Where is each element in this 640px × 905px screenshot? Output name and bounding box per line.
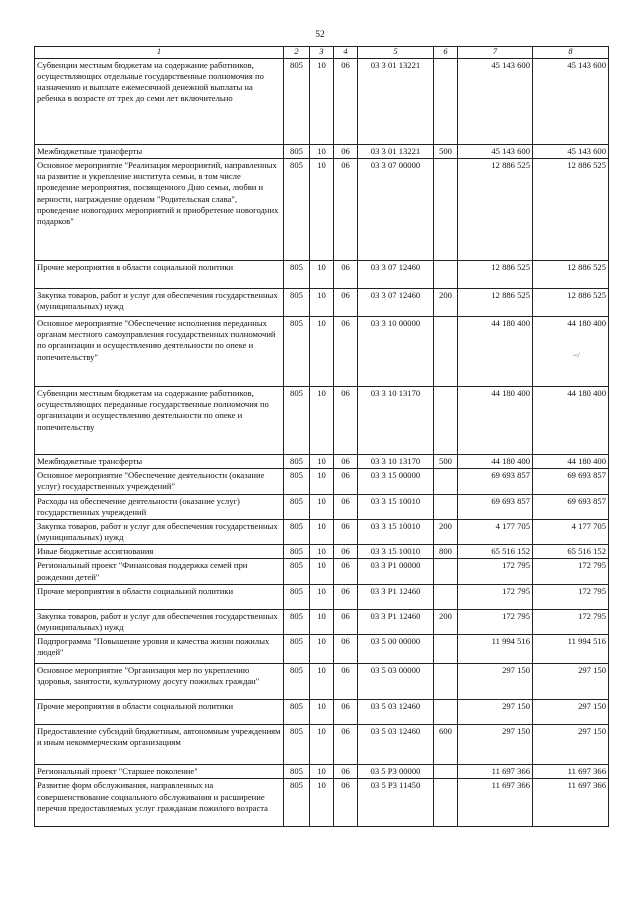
row-name: Расходы на обеспечение деятельности (оказание услуг) государственных учреждений bbox=[35, 494, 284, 519]
table-row bbox=[35, 635, 609, 664]
row-section: 10 bbox=[310, 779, 334, 827]
row-target-item: 03 3 P1 12460 bbox=[358, 584, 434, 609]
row-target-item: 03 5 P3 11450 bbox=[358, 779, 434, 827]
row-name: Подпрограмма "Повышение уровня и качества жизни пожилых людей" bbox=[35, 635, 284, 664]
row-grbs: 805 bbox=[284, 387, 310, 455]
row-name: Основное мероприятие "Обеспечение исполнения переданных органам местного самоуправления государственных полномочий по организации и осуществлению деятельности по опеке и попечительству" bbox=[35, 317, 284, 387]
row-expense-type: 200 bbox=[434, 609, 458, 634]
row-amount-2: 65 516 152 bbox=[533, 545, 609, 559]
row-expense-type bbox=[434, 261, 458, 289]
row-section: 10 bbox=[310, 494, 334, 519]
row-expense-type bbox=[434, 700, 458, 725]
row-target-item: 03 3 07 00000 bbox=[358, 159, 434, 261]
row-expense-type bbox=[434, 779, 458, 827]
row-expense-type bbox=[434, 469, 458, 494]
row-section: 10 bbox=[310, 519, 334, 544]
table-row bbox=[35, 317, 609, 387]
row-amount-1: 45 143 600 bbox=[458, 58, 533, 144]
row-expense-type bbox=[434, 765, 458, 779]
row-expense-type bbox=[434, 494, 458, 519]
table-row bbox=[35, 469, 609, 494]
row-section: 10 bbox=[310, 609, 334, 634]
row-section: 10 bbox=[310, 317, 334, 387]
row-amount-1: 12 886 525 bbox=[458, 261, 533, 289]
row-grbs: 805 bbox=[284, 144, 310, 158]
row-grbs: 805 bbox=[284, 289, 310, 317]
row-subsection: 06 bbox=[334, 725, 358, 765]
row-section: 10 bbox=[310, 664, 334, 700]
col-header-name: 1 bbox=[35, 47, 284, 59]
row-target-item: 03 5 P3 00000 bbox=[358, 765, 434, 779]
row-amount-1: 172 795 bbox=[458, 584, 533, 609]
row-amount-1: 12 886 525 bbox=[458, 289, 533, 317]
row-amount-2: 12 886 525 bbox=[533, 289, 609, 317]
row-grbs: 805 bbox=[284, 664, 310, 700]
row-subsection: 06 bbox=[334, 779, 358, 827]
row-name: Прочие мероприятия в области социальной политики bbox=[35, 700, 284, 725]
row-section: 10 bbox=[310, 545, 334, 559]
row-name: Региональный проект "Старшее поколение" bbox=[35, 765, 284, 779]
row-subsection: 06 bbox=[334, 609, 358, 634]
row-grbs: 805 bbox=[284, 159, 310, 261]
row-amount-1: 12 886 525 bbox=[458, 159, 533, 261]
row-name: Основное мероприятие "Организация мер по укреплению здоровья, занятости, культурному досугу пожилых граждан" bbox=[35, 664, 284, 700]
row-subsection: 06 bbox=[334, 261, 358, 289]
row-amount-2: 45 143 600 bbox=[533, 144, 609, 158]
row-section: 10 bbox=[310, 289, 334, 317]
row-section: 10 bbox=[310, 159, 334, 261]
table-row bbox=[35, 519, 609, 544]
row-target-item: 03 3 07 12460 bbox=[358, 289, 434, 317]
row-amount-2: 11 697 366 bbox=[533, 765, 609, 779]
row-amount-2: 297 150 bbox=[533, 700, 609, 725]
row-expense-type: 200 bbox=[434, 289, 458, 317]
row-name: Межбюджетные трансферты bbox=[35, 144, 284, 158]
row-amount-1: 297 150 bbox=[458, 664, 533, 700]
row-grbs: 805 bbox=[284, 779, 310, 827]
row-target-item: 03 3 01 13221 bbox=[358, 58, 434, 144]
table-row bbox=[35, 455, 609, 469]
row-name: Закупка товаров, работ и услуг для обеспечения государственных (муниципальных) нужд bbox=[35, 609, 284, 634]
row-expense-type: 600 bbox=[434, 725, 458, 765]
row-grbs: 805 bbox=[284, 519, 310, 544]
row-name: Региональный проект "Финансовая поддержка семей при рождении детей" bbox=[35, 559, 284, 584]
row-grbs: 805 bbox=[284, 58, 310, 144]
row-amount-2: 69 693 857 bbox=[533, 469, 609, 494]
row-target-item: 03 3 10 00000 bbox=[358, 317, 434, 387]
row-subsection: 06 bbox=[334, 159, 358, 261]
row-subsection: 06 bbox=[334, 317, 358, 387]
table-row bbox=[35, 261, 609, 289]
table-row bbox=[35, 289, 609, 317]
page-number: 52 bbox=[315, 30, 325, 40]
row-amount-1: 172 795 bbox=[458, 609, 533, 634]
row-section: 10 bbox=[310, 387, 334, 455]
table-row bbox=[35, 725, 609, 765]
row-target-item: 03 3 10 13170 bbox=[358, 455, 434, 469]
row-section: 10 bbox=[310, 261, 334, 289]
row-amount-1: 44 180 400 bbox=[458, 317, 533, 387]
row-expense-type bbox=[434, 317, 458, 387]
row-target-item: 03 5 00 00000 bbox=[358, 635, 434, 664]
row-grbs: 805 bbox=[284, 765, 310, 779]
table-row bbox=[35, 584, 609, 609]
row-name: Субвенции местным бюджетам на содержание работников, осуществляющих отдельные государственные полномочия по назначению и выплате ежемесячной денежной выплаты на ребенка в возрасте от трех до семи лет включительно bbox=[35, 58, 284, 144]
row-section: 10 bbox=[310, 58, 334, 144]
row-section: 10 bbox=[310, 144, 334, 158]
row-target-item: 03 3 07 12460 bbox=[358, 261, 434, 289]
row-grbs: 805 bbox=[284, 317, 310, 387]
row-subsection: 06 bbox=[334, 289, 358, 317]
table-row bbox=[35, 779, 609, 827]
row-subsection: 06 bbox=[334, 387, 358, 455]
row-subsection: 06 bbox=[334, 559, 358, 584]
row-amount-2: 44 180 400 bbox=[533, 455, 609, 469]
row-amount-1: 11 697 366 bbox=[458, 765, 533, 779]
row-expense-type bbox=[434, 635, 458, 664]
table-row bbox=[35, 545, 609, 559]
col-header-section: 3 bbox=[310, 47, 334, 59]
column-number-row bbox=[35, 47, 609, 59]
row-subsection: 06 bbox=[334, 700, 358, 725]
col-header-grbs: 2 bbox=[284, 47, 310, 59]
row-target-item: 03 3 15 10010 bbox=[358, 545, 434, 559]
row-grbs: 805 bbox=[284, 469, 310, 494]
row-grbs: 805 bbox=[284, 635, 310, 664]
row-subsection: 06 bbox=[334, 469, 358, 494]
row-section: 10 bbox=[310, 635, 334, 664]
row-grbs: 805 bbox=[284, 584, 310, 609]
row-section: 10 bbox=[310, 455, 334, 469]
row-target-item: 03 3 15 00000 bbox=[358, 469, 434, 494]
row-expense-type bbox=[434, 559, 458, 584]
row-section: 10 bbox=[310, 700, 334, 725]
row-amount-1: 297 150 bbox=[458, 725, 533, 765]
row-amount-2: 44 180 400 bbox=[533, 387, 609, 455]
row-subsection: 06 bbox=[334, 144, 358, 158]
row-grbs: 805 bbox=[284, 559, 310, 584]
table-row bbox=[35, 765, 609, 779]
row-expense-type: 200 bbox=[434, 519, 458, 544]
row-grbs: 805 bbox=[284, 725, 310, 765]
row-section: 10 bbox=[310, 765, 334, 779]
row-subsection: 06 bbox=[334, 455, 358, 469]
row-expense-type bbox=[434, 58, 458, 144]
row-amount-2: 172 795 bbox=[533, 559, 609, 584]
row-amount-1: 4 177 705 bbox=[458, 519, 533, 544]
row-subsection: 06 bbox=[334, 664, 358, 700]
row-name: Субвенции местным бюджетам на содержание работников, осуществляющих переданные государственные полномочия по организации и осуществлению деятельности по опеке и попечительству bbox=[35, 387, 284, 455]
row-subsection: 06 bbox=[334, 58, 358, 144]
row-section: 10 bbox=[310, 469, 334, 494]
row-amount-1: 44 180 400 bbox=[458, 387, 533, 455]
row-section: 10 bbox=[310, 725, 334, 765]
row-section: 10 bbox=[310, 584, 334, 609]
row-target-item: 03 5 03 12460 bbox=[358, 700, 434, 725]
row-name: Предоставление субсидий бюджетным, автономным учреждениям и иным некоммерческим организациям bbox=[35, 725, 284, 765]
row-target-item: 03 3 15 10010 bbox=[358, 494, 434, 519]
row-amount-1: 172 795 bbox=[458, 559, 533, 584]
row-grbs: 805 bbox=[284, 494, 310, 519]
row-name: Основное мероприятие "Обеспечение деятельности (оказание услуг) государственных учреждений" bbox=[35, 469, 284, 494]
row-amount-2: 4 177 705 bbox=[533, 519, 609, 544]
row-subsection: 06 bbox=[334, 545, 358, 559]
col-header-subsection: 4 bbox=[334, 47, 358, 59]
table-row bbox=[35, 559, 609, 584]
col-header-target-item: 5 bbox=[358, 47, 434, 59]
budget-table bbox=[34, 46, 609, 827]
row-amount-2: 44 180 400 bbox=[533, 317, 609, 387]
table-row bbox=[35, 144, 609, 158]
row-subsection: 06 bbox=[334, 584, 358, 609]
row-section: 10 bbox=[310, 559, 334, 584]
row-amount-2: 12 886 525 bbox=[533, 261, 609, 289]
row-target-item: 03 3 P1 00000 bbox=[358, 559, 434, 584]
table-row bbox=[35, 609, 609, 634]
row-name: Прочие мероприятия в области социальной политики bbox=[35, 261, 284, 289]
row-name: Закупка товаров, работ и услуг для обеспечения государственных (муниципальных) нужд bbox=[35, 289, 284, 317]
row-grbs: 805 bbox=[284, 545, 310, 559]
row-amount-1: 69 693 857 bbox=[458, 494, 533, 519]
row-amount-2: 297 150 bbox=[533, 664, 609, 700]
row-grbs: 805 bbox=[284, 700, 310, 725]
row-amount-1: 65 516 152 bbox=[458, 545, 533, 559]
row-expense-type bbox=[434, 664, 458, 700]
table-row bbox=[35, 58, 609, 144]
row-subsection: 06 bbox=[334, 519, 358, 544]
row-name: Межбюджетные трансферты bbox=[35, 455, 284, 469]
table-row bbox=[35, 494, 609, 519]
row-target-item: 03 5 03 12460 bbox=[358, 725, 434, 765]
row-subsection: 06 bbox=[334, 635, 358, 664]
row-amount-1: 11 697 366 bbox=[458, 779, 533, 827]
row-name: Закупка товаров, работ и услуг для обеспечения государственных (муниципальных) нужд bbox=[35, 519, 284, 544]
row-name: Иные бюджетные ассигнования bbox=[35, 545, 284, 559]
row-amount-2: 172 795 bbox=[533, 584, 609, 609]
row-amount-2: 297 150 bbox=[533, 725, 609, 765]
row-expense-type bbox=[434, 584, 458, 609]
row-target-item: 03 3 P1 12460 bbox=[358, 609, 434, 634]
row-expense-type: 800 bbox=[434, 545, 458, 559]
row-name: Прочие мероприятия в области социальной политики bbox=[35, 584, 284, 609]
row-amount-1: 297 150 bbox=[458, 700, 533, 725]
row-amount-2: 11 697 366 bbox=[533, 779, 609, 827]
col-header-expense-type: 6 bbox=[434, 47, 458, 59]
row-target-item: 03 3 01 13221 bbox=[358, 144, 434, 158]
row-grbs: 805 bbox=[284, 455, 310, 469]
row-target-item: 03 3 10 13170 bbox=[358, 387, 434, 455]
col-header-amount-2: 8 bbox=[533, 47, 609, 59]
row-expense-type bbox=[434, 159, 458, 261]
row-amount-1: 69 693 857 bbox=[458, 469, 533, 494]
table-row bbox=[35, 159, 609, 261]
row-amount-2: 45 143 600 bbox=[533, 58, 609, 144]
row-amount-2: 12 886 525 bbox=[533, 159, 609, 261]
row-expense-type: 500 bbox=[434, 455, 458, 469]
row-target-item: 03 3 15 10010 bbox=[358, 519, 434, 544]
row-subsection: 06 bbox=[334, 494, 358, 519]
table-row bbox=[35, 700, 609, 725]
row-name: Развитие форм обслуживания, направленных на совершенствование социального обслуживания и расширение перечня предоставляемых услуг гражданам пожилого возраста bbox=[35, 779, 284, 827]
row-expense-type: 500 bbox=[434, 144, 458, 158]
table-row bbox=[35, 664, 609, 700]
row-amount-2: 11 994 516 bbox=[533, 635, 609, 664]
row-amount-2: 172 795 bbox=[533, 609, 609, 634]
table-row bbox=[35, 387, 609, 455]
row-amount-2: 69 693 857 bbox=[533, 494, 609, 519]
row-grbs: 805 bbox=[284, 261, 310, 289]
row-target-item: 03 5 03 00000 bbox=[358, 664, 434, 700]
row-subsection: 06 bbox=[334, 765, 358, 779]
row-expense-type bbox=[434, 387, 458, 455]
row-name: Основное мероприятие "Реализация мероприятий, направленных на развитие и укрепление института семьи, в том числе проведение мероприятия, посвященного Дню семьи, любви и верности, награждение орденом "Родительская слава", проведение новогодних мероприятий и приобретение новогодних подарков" bbox=[35, 159, 284, 261]
row-amount-1: 11 994 516 bbox=[458, 635, 533, 664]
scan-mark: ~/ bbox=[573, 351, 580, 360]
row-grbs: 805 bbox=[284, 609, 310, 634]
row-amount-1: 45 143 600 bbox=[458, 144, 533, 158]
col-header-amount-1: 7 bbox=[458, 47, 533, 59]
row-amount-1: 44 180 400 bbox=[458, 455, 533, 469]
